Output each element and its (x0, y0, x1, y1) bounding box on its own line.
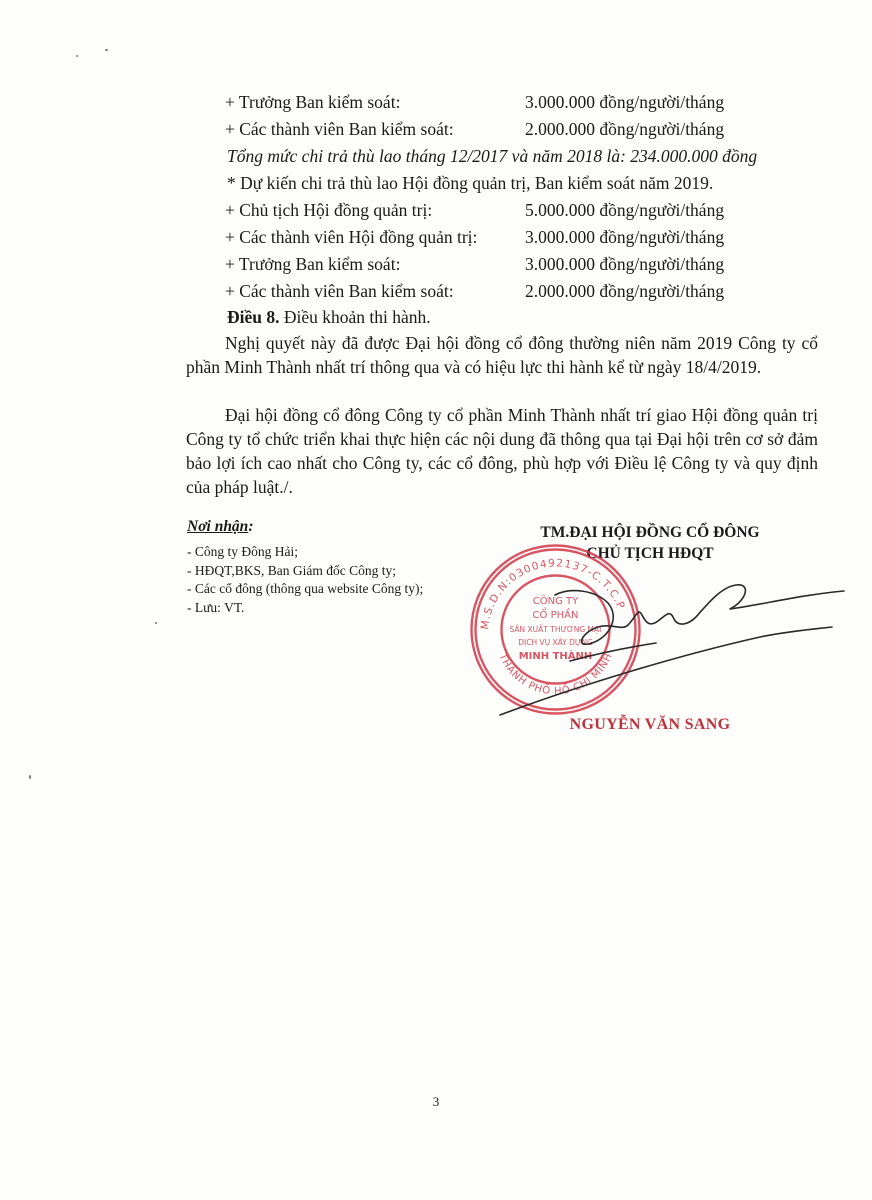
seal-line1: CÔNG TY (532, 596, 579, 607)
compensation-label: + Các thành viên Hội đồng quản trị: (225, 227, 478, 247)
signatory-title-line1: TM.ĐẠI HỘI ĐỒNG CỔ ĐÔNG (540, 524, 760, 541)
recipients-title: Nơi nhận: (187, 518, 254, 535)
recipient-item: - Các cổ đông (thông qua website Công ty); (187, 581, 424, 596)
paragraph-assignment: Đại hội đồng cổ đông Công ty cổ phần Minh Thành nhất trí giao Hội đồng quản trị Công ty tổ chức triển khai thực hiện các nội dung đã thông qua tại Đại hội trên cơ sở đảm bảo lợi ích cao nhất cho Công ty, các cổ đông, phù hợp với Điều lệ Công ty và quy định của pháp luật./. (186, 405, 818, 497)
compensation-label: + Các thành viên Ban kiểm soát: (225, 281, 454, 301)
compensation-value: 3.000.000 đồng/người/tháng (525, 227, 725, 247)
signatory-name: NGUYỄN VĂN SANG (569, 716, 731, 733)
seal-outer-text: M.S.D.N:0300492137-C.T.C.P (479, 557, 628, 631)
compensation-row (0, 197, 872, 223)
compensation-value: 2.000.000 đồng/người/tháng (525, 281, 725, 301)
seal-line5: MINH THÀNH (518, 651, 593, 662)
compensation-row (0, 116, 872, 142)
compensation-row (0, 224, 872, 250)
signatory-title-line2: CHỦ TỊCH HĐQT (586, 545, 714, 562)
article-8-title: Điều khoản thi hành. (279, 307, 431, 327)
compensation-row (0, 251, 872, 277)
compensation-row (0, 89, 872, 115)
compensation-label: + Các thành viên Ban kiểm soát: (225, 119, 454, 139)
handwritten-signature-icon (460, 565, 860, 725)
compensation-row (0, 278, 872, 304)
recipient-item: - Công ty Đông Hải; (187, 544, 298, 559)
compensation-label: + Trưởng Ban kiểm soát: (225, 92, 401, 112)
plan-heading: * Dự kiến chi trả thù lao Hội đồng quản trị, Ban kiểm soát năm 2019. (227, 173, 714, 193)
total-line: Tổng mức chi trả thù lao tháng 12/2017 và năm 2018 là: 234.000.000 đồng (227, 146, 758, 166)
seal-line4: DỊCH VỤ XÂY DỰNG (518, 638, 593, 647)
recipient-item: - Lưu: VT. (187, 599, 245, 615)
scan-speck (29, 775, 31, 779)
compensation-value: 3.000.000 đồng/người/tháng (525, 92, 725, 112)
article-8-heading (227, 304, 431, 330)
page-number: 3 (432, 1094, 440, 1109)
scan-speck (155, 622, 157, 624)
scan-speck (76, 55, 78, 57)
compensation-value: 3.000.000 đồng/người/tháng (525, 254, 725, 274)
compensation-label: + Trưởng Ban kiểm soát: (225, 254, 401, 274)
recipient-item: - HĐQT,BKS, Ban Giám đốc Công ty; (187, 562, 396, 578)
scan-speck (105, 49, 108, 51)
seal-line2: CỔ PHẦN (532, 610, 579, 621)
seal-bottom-text: THÀNH PHỐ HỒ CHÍ MINH (496, 651, 615, 698)
compensation-value: 2.000.000 đồng/người/tháng (525, 119, 725, 139)
compensation-value: 5.000.000 đồng/người/tháng (525, 200, 725, 220)
compensation-label: + Chủ tịch Hội đồng quản trị: (225, 200, 433, 220)
seal-line3: SẢN XUẤT THƯƠNG MẠI (509, 625, 602, 634)
paragraph-effect: Nghị quyết này đã được Đại hội đồng cổ đông thường niên năm 2019 Công ty cổ phần Minh Thành nhất trí thông qua và có hiệu lực thi hành kể từ ngày 18/4/2019. (186, 333, 818, 377)
recipients-list (187, 543, 423, 617)
article-8-label: Điều 8. (227, 307, 280, 327)
